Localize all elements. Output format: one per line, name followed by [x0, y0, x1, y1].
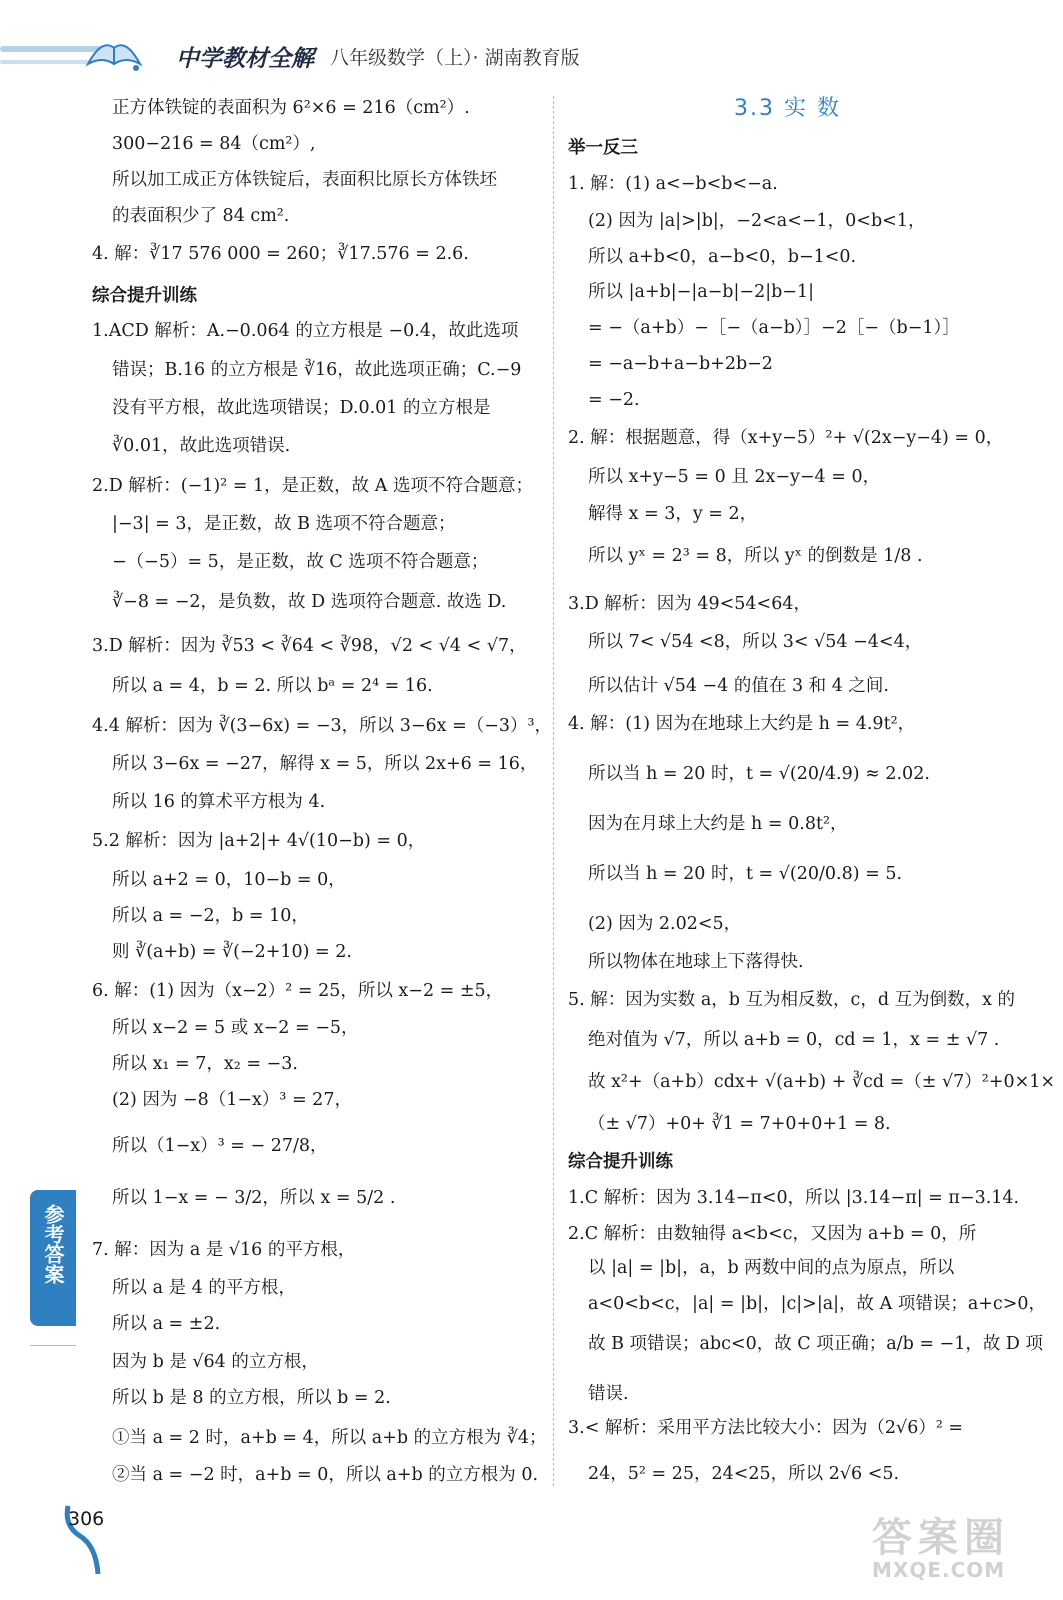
answer-line: 所以 x+y−5 = 0 且 2x−y−4 = 0，	[588, 467, 881, 487]
answer-line: 则 ∛(a+b) = ∛(−2+10) = 2.	[112, 942, 352, 962]
answer-line: ∛0.01，故此选项错误.	[112, 436, 291, 456]
answer-line: 所以 yˣ = 2³ = 8，所以 yˣ 的倒数是 1/8 .	[588, 546, 923, 566]
answer-line: 所以 a = 4，b = 2. 所以 bᵃ = 2⁴ = 16.	[112, 676, 433, 696]
answer-line: 因为 b 是 √64 的立方根，	[112, 1352, 319, 1372]
answer-line: 所以当 h = 20 时，t = √(20/0.8) = 5.	[588, 864, 903, 884]
watermark	[872, 1506, 1042, 1590]
answer-line: 2. 解：根据题意，得（x+y−5）²+ √(2x−y−4) = 0，	[568, 428, 1004, 448]
answer-line: 绝对值为 √7，所以 a+b = 0，cd = 1，x = ± √7 .	[588, 1030, 1000, 1050]
answer-line: 24，5² = 25，24<25，所以 2√6 <5.	[588, 1464, 900, 1484]
answer-line: ①当 a = 2 时，a+b = 4，所以 a+b 的立方根为 ∛4；	[112, 1428, 547, 1448]
answer-line: 2.D 解析：(−1)² = 1，是正数，故 A 选项不符合题意；	[92, 476, 533, 496]
answer-line: 错误.	[588, 1384, 629, 1404]
answer-line: 5.2 解析：因为 |a+2|+ 4√(10−b) = 0，	[92, 831, 426, 851]
section-heading: 综合提升训练	[92, 286, 197, 306]
answer-line: = −a−b+a−b+2b−2	[588, 354, 773, 374]
header-decoration	[0, 60, 90, 64]
answer-line: 所以 a+2 = 0，10−b = 0，	[112, 870, 346, 890]
section-title: 3.3 实 数	[734, 96, 841, 121]
answer-line: 5. 解：因为实数 a，b 互为相反数，c，d 互为倒数，x 的	[568, 990, 1016, 1010]
answer-line: 故 x²+（a+b）cdx+ √(a+b) + ∛cd =（± √7）²+0×1×	[588, 1072, 1056, 1092]
answer-line: 所以估计 √54 −4 的值在 3 和 4 之间.	[588, 676, 889, 696]
answer-line: 所以 a = −2，b = 10，	[112, 906, 309, 926]
column-divider	[553, 96, 554, 1486]
answer-line: 300−216 = 84（cm²）,	[112, 134, 316, 154]
book-logo-icon	[84, 30, 144, 74]
answer-line: ②当 a = −2 时，a+b = 0，所以 a+b 的立方根为 0.	[112, 1465, 539, 1485]
answer-line: 所以 3−6x = −27，解得 x = 5，所以 2x+6 = 16，	[112, 754, 538, 774]
answer-line: 2.C 解析：由数轴得 a<b<c，又因为 a+b = 0，所	[568, 1224, 977, 1244]
answer-line: 正方体铁锭的表面积为 6²×6 = 216（cm²）.	[112, 98, 470, 118]
answer-line: ∛−8 = −2，是负数，故 D 选项符合题意. 故选 D.	[112, 592, 507, 612]
answer-line: 解得 x = 3，y = 2，	[588, 504, 758, 524]
section-heading: 举一反三	[568, 138, 638, 158]
answer-line: (2) 因为 −8（1−x）³ = 27，	[112, 1090, 352, 1110]
answer-line: |−3| = 3，是正数，故 B 选项不符合题意；	[112, 514, 456, 534]
answer-line: 4. 解：∛17 576 000 = 260；∛17.576 = 2.6.	[92, 244, 469, 264]
answer-line: = −2.	[588, 390, 640, 410]
answer-line: 3.< 解析：采用平方法比较大小：因为（2√6）² =	[568, 1418, 964, 1438]
answer-line: 1. 解：(1) a<−b<b<−a.	[568, 174, 778, 194]
answer-line: 所以 1−x = − 3/2，所以 x = 5/2 .	[112, 1188, 396, 1208]
book-subject: 八年级数学（上）· 湖南教育版	[330, 47, 580, 69]
answer-line: 所以 a+b<0，a−b<0，b−1<0.	[588, 247, 857, 267]
section-heading: 综合提升训练	[568, 1152, 673, 1172]
answer-line: 4. 解：(1) 因为在地球上大约是 h = 4.9t²，	[568, 714, 916, 734]
answer-line: 1.C 解析：因为 3.14−π<0，所以 |3.14−π| = π−3.14.	[568, 1188, 1020, 1208]
answer-line: 所以加工成正方体铁锭后，表面积比原长方体铁坯	[112, 170, 497, 190]
answer-line: 所以 7< √54 <8，所以 3< √54 −4<4，	[588, 632, 923, 652]
answer-line: 7. 解：因为 a 是 √16 的平方根，	[92, 1240, 356, 1260]
answer-line: 故 B 项错误；abc<0，故 C 项正确；a/b = −1，故 D 项	[588, 1334, 1044, 1354]
answer-line: 没有平方根，故此选项错误；D.0.01 的立方根是	[112, 398, 491, 418]
answer-line: = −（a+b）−［−（a−b）］−2［−（b−1）］	[588, 318, 960, 338]
answer-line: 4.4 解析：因为 ∛(3−6x) = −3，所以 3−6x =（−3）³，	[92, 716, 553, 736]
answer-line: 所以 x₁ = 7，x₂ = −3.	[112, 1054, 298, 1074]
answer-line: 因为在月球上大约是 h = 0.8t²，	[588, 814, 848, 834]
answer-line: 的表面积少了 84 cm².	[112, 206, 290, 226]
answer-line: 1.ACD 解析：A.−0.064 的立方根是 −0.4，故此选项	[92, 321, 519, 341]
answer-line: 3.D 解析：因为 49<54<64，	[568, 594, 811, 614]
side-tab-label: 参考答案	[41, 1204, 65, 1284]
answer-line: (2) 因为 |a|>|b|，−2<a<−1，0<b<1，	[588, 211, 926, 231]
answer-line: 以 |a| = |b|，a，b 两数中间的点为原点，所以	[588, 1258, 955, 1278]
answer-line: 所以 |a+b|−|a−b|−2|b−1|	[588, 282, 814, 302]
page-number: 306	[68, 1508, 105, 1530]
answer-line: 所以 16 的算术平方根为 4.	[112, 792, 326, 812]
answer-line: a<0<b<c，|a| = |b|，|c|>|a|，故 A 项错误；a+c>0，	[588, 1294, 1047, 1314]
answer-line: 所以 b 是 8 的立方根，所以 b = 2.	[112, 1388, 391, 1408]
answer-line: （± √7）+0+ ∛1 = 7+0+0+1 = 8.	[588, 1114, 891, 1134]
answer-line: 所以 a 是 4 的平方根，	[112, 1278, 296, 1298]
answer-line: 所以当 h = 20 时，t = √(20/4.9) ≈ 2.02.	[588, 764, 930, 784]
answer-line: 所以物体在地球上下落得快.	[588, 952, 804, 972]
answer-line: 所以 a = ±2.	[112, 1314, 221, 1334]
answer-line: 所以（1−x）³ = − 27/8，	[112, 1136, 328, 1156]
answer-line: −（−5）= 5，是正数，故 C 选项不符合题意；	[112, 552, 489, 572]
side-divider	[30, 1345, 76, 1346]
answer-line: 所以 x−2 = 5 或 x−2 = −5，	[112, 1018, 359, 1038]
answer-line: 3.D 解析：因为 ∛53 < ∛64 < ∛98，√2 < √4 < √7，	[92, 636, 527, 656]
watermark-logo: 答案圈	[872, 1515, 1010, 1561]
watermark-url: MXQE.COM	[872, 1558, 1006, 1582]
answer-line: (2) 因为 2.02<5，	[588, 914, 742, 934]
brand-title: 中学教材全解	[176, 46, 314, 72]
page-header	[0, 0, 1063, 86]
answer-line: 错误；B.16 的立方根是 ∛16，故此选项正确；C.−9	[112, 360, 522, 380]
side-tab	[30, 1190, 76, 1326]
answer-line: 6. 解：(1) 因为（x−2）² = 25，所以 x−2 = ±5，	[92, 981, 504, 1001]
